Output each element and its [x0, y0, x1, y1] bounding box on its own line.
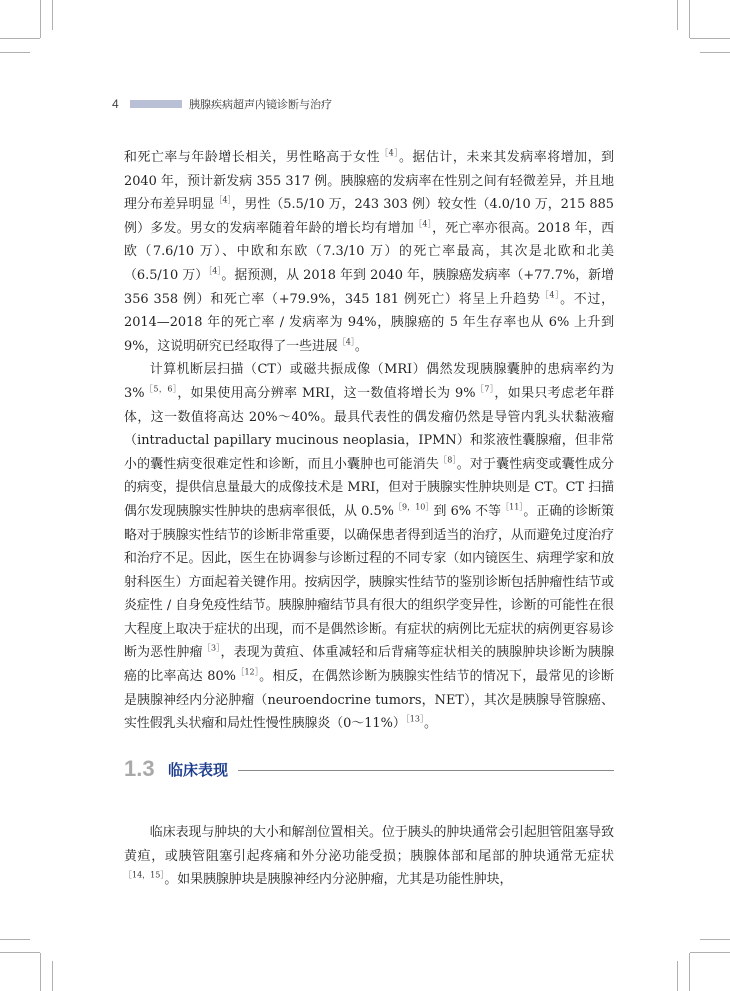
crop-mark [0, 939, 30, 940]
section-heading [124, 754, 614, 784]
crop-mark [700, 52, 730, 53]
text-run: ，表现为黄疸、体重减轻和后背痛等症状相关的胰腺肿块诊断为胰腺癌的比率高达 80% [124, 645, 615, 685]
crop-mark [690, 952, 730, 953]
crop-mark [689, 953, 690, 991]
citation-ref: ［13］ [405, 714, 424, 724]
paragraph [124, 146, 614, 358]
text-run: ，死亡率亦很高。2018 年，西欧（7.6/10 万）、中欧和东欧（7.3/10 万）的死亡率最高，其次是北欧和北美（6.5/10 万） [124, 220, 615, 283]
text-run: 。据估计，未来其发病率将增加，到 2040 年，预计新发病 355 317 例。胰腺癌的发病率在性别之间有轻微差异，并且地理分布差异明显 [124, 150, 615, 213]
citation-ref: ［4］ [414, 219, 433, 229]
crop-mark [0, 952, 40, 953]
citation-ref: ［4］ [337, 337, 355, 347]
crop-mark [0, 52, 30, 53]
text-run: 。正确的诊断策略对于胰腺实性结节的诊断非常重要，以确保患者得到适当的治疗，从而避免过度治疗和治疗不足。因此，医生在协调参与诊断过程的不同专家（如内镜医生、病理学家和放射科医生）方面起着关键作用。按病因学，胰腺实性结节的鉴别诊断包括肿瘤性结节或炎症性 / 自身免疫性结节。胰腺肿瘤结节具有很大的组织学变异性，诊断的可能性在很大程度上取决于症状的出现，而不是偶然诊断。有症状的病例比无症状的病例更容易诊断为恶性肿瘤 [124, 503, 614, 661]
crop-mark [677, 0, 678, 30]
text-run: 和死亡率与年龄增长相关，男性略高于女性 [124, 150, 381, 165]
citation-ref: ［4］ [208, 266, 222, 276]
body-text-block [124, 146, 614, 736]
book-title: 胰腺疾病超声内镜诊断与治疗 [189, 98, 332, 111]
text-run: 。不过，2014—2018 年的死亡率 / 发病率为 94%，胰腺癌的 5 年生存率也从 6% 上升到 9%，这说明研究已经取得了一些进展 [124, 291, 615, 354]
citation-ref: ［7］ [475, 384, 495, 394]
citation-ref: ［8］ [438, 455, 457, 465]
text-run: ，男性（5.5/10 万，243 303 例）较女性（4.0/10 万，215 885 例）多发。男女的发病率随着年龄的增长均有增加 [124, 197, 615, 236]
citation-ref: ［12］ [235, 667, 260, 677]
paragraph [124, 821, 614, 892]
section-rule [238, 770, 614, 771]
text-run: 。 [354, 338, 368, 354]
citation-ref: ［5，6］ [144, 384, 178, 394]
text-run: 。 [423, 716, 437, 732]
text-run: 。相反，在偶然诊断为胰腺实性结节的情况下，最常见的诊断是胰腺神经内分泌肿瘤（neuroendocrine tumors，NET），其次是胰腺导管腺癌、实性假乳头状瘤和局灶性慢性胰腺炎（0～11%） [124, 669, 615, 732]
section-title: 临床表现 [168, 760, 229, 779]
citation-ref: ［11］ [501, 502, 524, 512]
crop-mark [40, 953, 41, 991]
crop-mark [677, 961, 678, 991]
header-decor-bar [130, 100, 182, 108]
text-run: 临床表现与肿块的大小和解剖位置相关。位于胰头的肿块通常会引起胆管阻塞导致黄疸，或胰管阻塞引起疼痛和外分泌功能受损；胰腺体部和尾部的肿块通常无症状 [124, 825, 614, 864]
crop-mark [40, 0, 41, 38]
text-run: ，如果使用高分辨率 MRI，这一数值将增长为 9% [177, 385, 476, 401]
citation-ref: ［4］ [540, 290, 561, 300]
text-run: 。如果胰腺肿块是胰腺神经内分泌肿瘤，尤其是功能性肿块， [164, 872, 513, 888]
body-text-block [124, 821, 614, 892]
citation-ref: ［3］ [202, 644, 221, 654]
crop-mark [700, 939, 730, 940]
citation-ref: ［4］ [214, 195, 232, 205]
crop-mark [52, 961, 53, 991]
running-header [112, 95, 612, 113]
text-run: 到 6% 不等 [433, 503, 502, 519]
text-run: 。对于囊性病变或囊性成分的病变，提供信息量最大的成像技术是 MRI，但对于胰腺实性肿块则是 CT。CT 扫描偶尔发现胰腺实性肿块的患病率很低，从 0.5% [124, 456, 615, 519]
text-run: 计算机断层扫描（CT）或磁共振成像（MRI）偶然发现胰腺囊肿的患病率约为 3% [124, 362, 614, 401]
citation-ref: ［9，10］ [393, 502, 434, 512]
crop-mark [689, 0, 690, 38]
text-run: ，如果只考虑老年群体，这一数值将高达 20%～40%。最具代表性的偶发瘤仍然是导管内乳头状黏液瘤（intraductal papillary mucinous neoplasia，IPMN）和浆液性囊腺瘤，但非常小的囊性病变很难定性和诊断，而且小囊肿也可能消失 [124, 385, 615, 472]
crop-mark [690, 38, 730, 39]
section-number: 1.3 [124, 756, 155, 781]
paragraph [124, 358, 614, 736]
citation-ref: ［14，15］ [124, 870, 165, 880]
crop-mark [52, 0, 53, 30]
text-run: 。据预测，从 2018 年到 2040 年，胰腺癌发病率（+77.7%，新增 356 358 例）和死亡率（+79.9%，345 181 例死亡）将呈上升趋势 [124, 267, 614, 307]
citation-ref: ［4］ [380, 148, 399, 158]
crop-mark [0, 38, 40, 39]
page-number: 4 [112, 97, 119, 111]
